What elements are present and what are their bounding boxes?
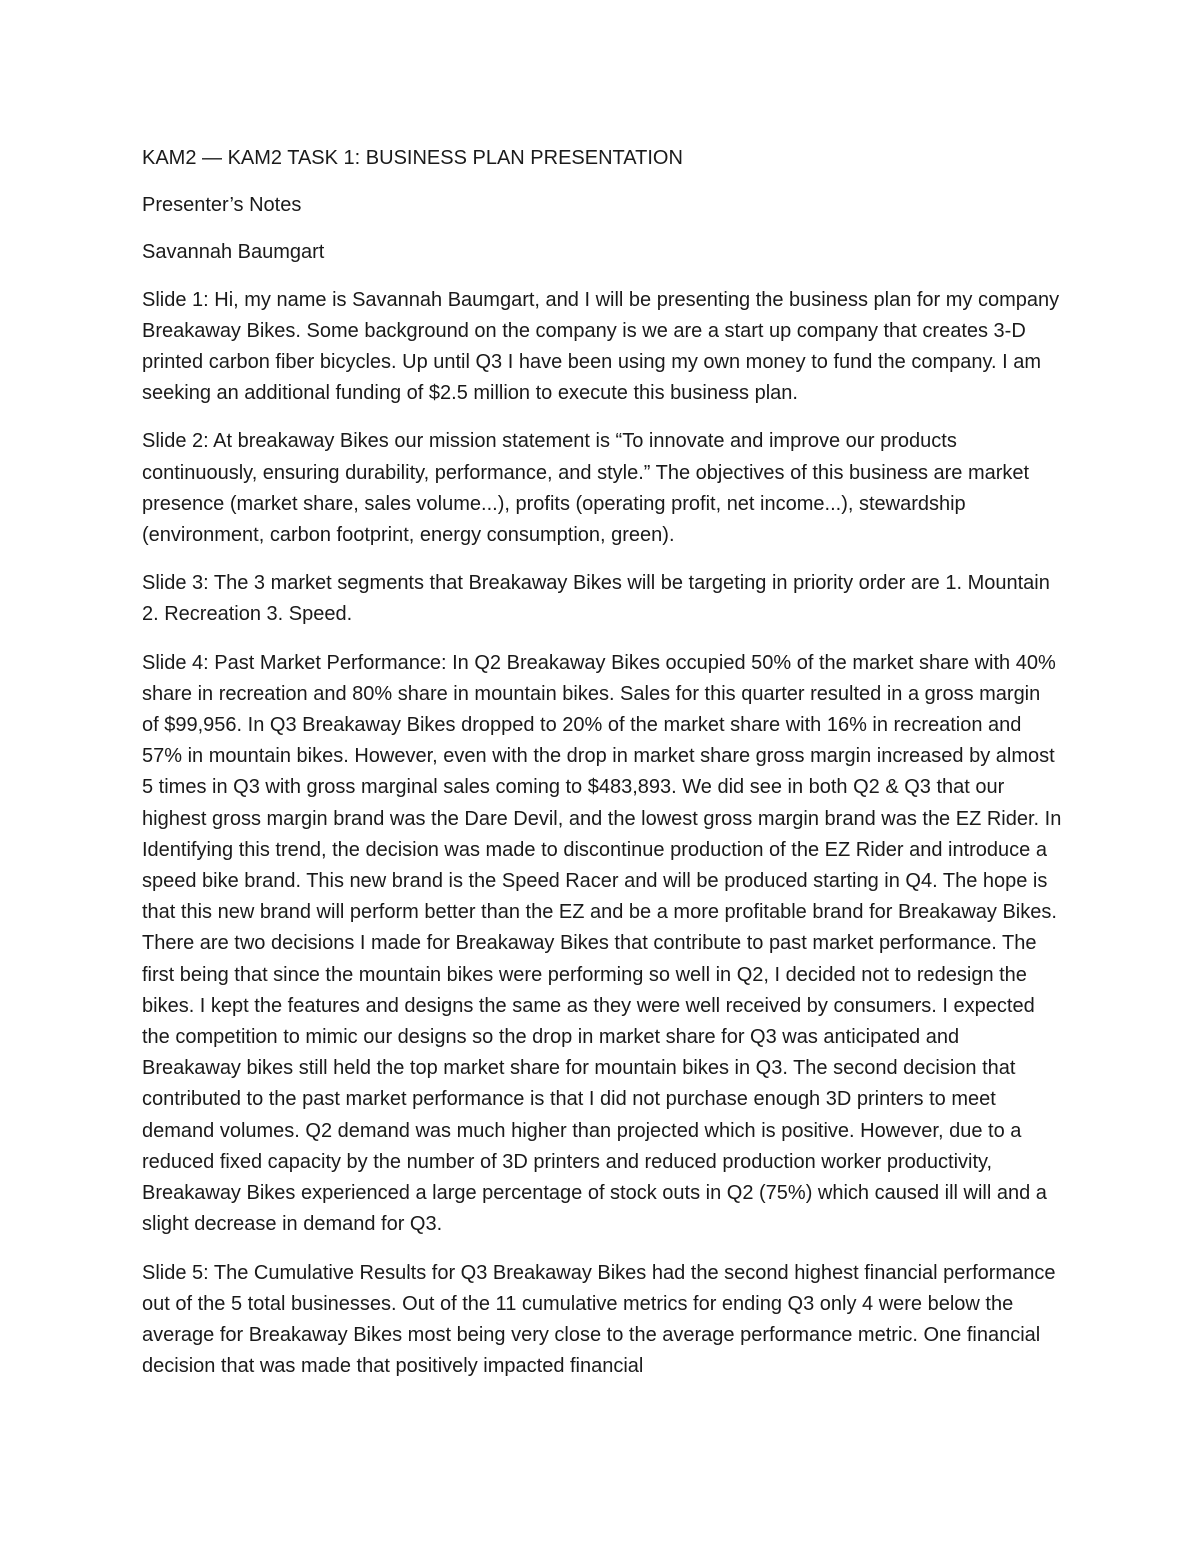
- document-author: Savannah Baumgart: [142, 241, 325, 264]
- document-title: KAM2 — KAM2 TASK 1: BUSINESS PLAN PRESENTATION: [142, 147, 683, 169]
- paragraph-slide-5: Slide 5: The Cumulative Results for Q3 Breakaway Bikes had the second highest financial performance out of the 5 total businesses. Out of the 11 cumulative metrics for ending Q3 only 4 were below the average for Breakaway Bikes most being very close to the average performance metric. One financial decision that was made that positively impacted financial: [142, 1261, 1056, 1378]
- paragraph-slide-4: Slide 4: Past Market Performance: In Q2 Breakaway Bikes occupied 50% of the market share with 40% share in recreation and 80% share in mountain bikes. Sales for this quarter resulted in a gross margin of $99,956. In Q3 Breakaway Bikes dropped to 20% of the market share with 16% in recreation and 57% in mountain bikes. However, even with the drop in market share gross margin increased by almost 5 times in Q3 with gross marginal sales coming to $483,893. We did see in both Q2 & Q3 that our highest gross margin brand was the Dare Devil, and the lowest gross margin brand was the EZ Rider. In Identifying this trend, the decision was made to discontinue production of the EZ Rider and introduce a speed bike brand. This new brand is the Speed Racer and will be produced starting in Q4. The hope is that this new brand will perform better than the EZ and be a more profitable brand for Breakaway Bikes. There are two decisions I made for Breakaway Bikes that contribute to past market performance. The first being that since the mountain bikes were performing so well in Q2, I decided not to redesign the bikes. I kept the features and designs the same as they were well received by consumers. I expected the competition to mimic our designs so the drop in market share for Q3 was anticipated and Breakaway bikes still held the top market share for mountain bikes in Q3. The second decision that contributed to the past market performance is that I did not purchase enough 3D printers to meet demand volumes. Q2 demand was much higher than projected which is positive. However, due to a reduced fixed capacity by the number of 3D printers and reduced production worker productivity, Breakaway Bikes experienced a large percentage of stock outs in Q2 (75%) which caused ill will and a slight decrease in demand for Q3.: [142, 651, 1062, 1236]
- paragraph-slide-3: Slide 3: The 3 market segments that Breakaway Bikes will be targeting in priority order are 1. Mountain 2. Recreation 3. Speed.: [142, 572, 1050, 626]
- document-subtitle: Presenter’s Notes: [142, 194, 302, 217]
- paragraph-slide-2: Slide 2: At breakaway Bikes our mission statement is “To innovate and improve our products continuously, ensuring durability, performance, and style.” The objectives of this business are market presence (market share, sales volume...), profits (operating profit, net income...), stewardship (environment, carbon footprint, energy consumption, green).: [142, 430, 1030, 547]
- document-body: [142, 143, 1062, 1399]
- paragraph-slide-1: Slide 1: Hi, my name is Savannah Baumgart, and I will be presenting the business plan for my company Breakaway Bikes. Some background on the company is we are a start up company that creates 3-D printed carbon fiber bicycles. Up until Q3 I have been using my own money to fund the company. I am seeking an additional funding of $2.5 million to execute this business plan.: [142, 288, 1060, 405]
